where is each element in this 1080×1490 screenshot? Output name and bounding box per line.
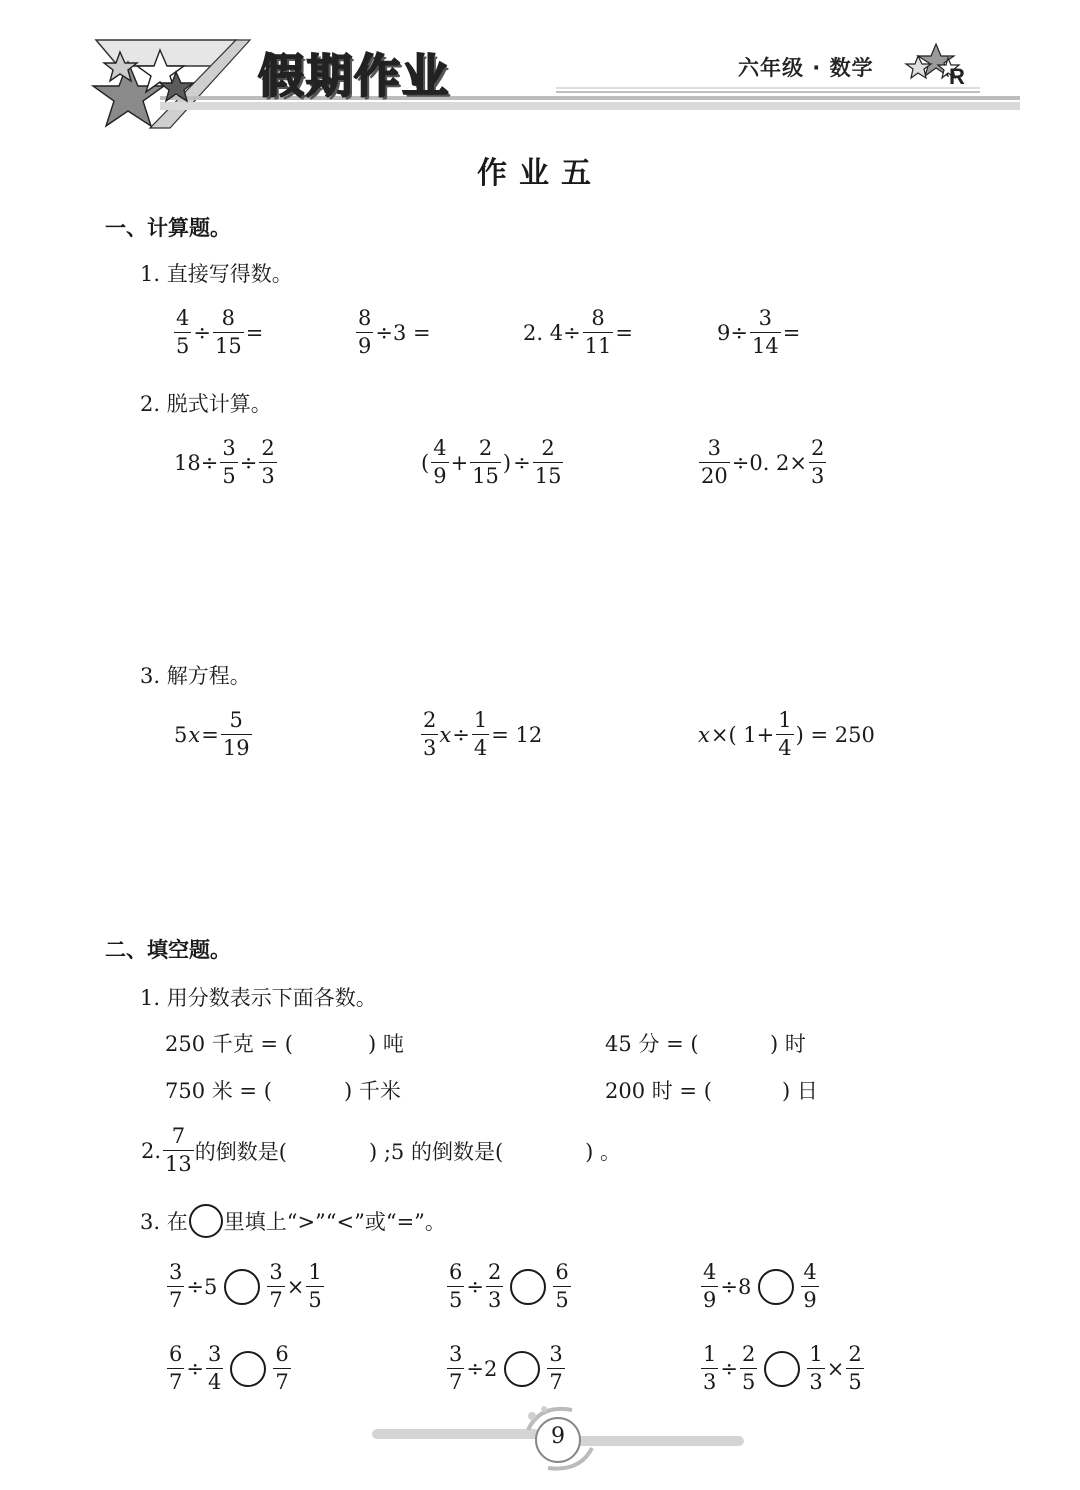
numerator: 1 (473, 708, 488, 732)
variable: x (439, 722, 452, 747)
denominator: 7 (169, 1288, 183, 1312)
variable: x (698, 722, 710, 747)
section-1-title: 一、计算题。 (105, 216, 231, 240)
header-title: 假期作业 (258, 49, 450, 103)
numerator: 5 (229, 708, 243, 732)
numerator: 1 (778, 708, 792, 732)
denominator: 9 (433, 464, 447, 488)
operator: + (450, 450, 469, 475)
denominator: 7 (269, 1288, 283, 1312)
compare-circle[interactable] (758, 1269, 794, 1305)
numerator: 6 (555, 1260, 569, 1284)
numerator: 4 (703, 1260, 717, 1284)
expr-prefix: 18÷ (174, 450, 219, 475)
numerator: 8 (591, 306, 605, 330)
page-header (0, 0, 1080, 135)
paren: ) (502, 450, 512, 475)
operator: ÷ (193, 320, 211, 345)
expr-prefix: 9÷ (717, 320, 748, 345)
numerator: 4 (176, 306, 190, 330)
q2-1-row1-right-a: 45 分 = ( (605, 1032, 699, 1056)
operator: ×( 1+ (710, 722, 775, 747)
q1-3-expr-2 (420, 710, 543, 759)
page-title: 作业五 (477, 156, 603, 191)
numerator: 6 (449, 1260, 463, 1284)
expr-prefix: 2. 4÷ (523, 320, 581, 345)
compare-circle[interactable] (224, 1269, 260, 1305)
denominator: 3 (261, 464, 275, 488)
q2-1-row1-left-b: ) 吨 (368, 1032, 404, 1056)
denominator: 7 (169, 1370, 183, 1394)
q2-2-line (140, 1126, 621, 1175)
operator: ÷ (186, 1356, 204, 1381)
q2-3-suffix: 里填上“>”“<”或“=”。 (223, 1210, 446, 1234)
numerator: 3 (707, 436, 722, 460)
denominator: 5 (741, 1370, 756, 1394)
operator: ÷5 (186, 1274, 218, 1299)
numerator: 3 (222, 436, 236, 460)
denominator: 3 (703, 1370, 717, 1394)
denominator: 9 (803, 1288, 817, 1312)
denominator: 5 (555, 1288, 569, 1312)
q2-3-label (140, 1204, 446, 1238)
numerator: 3 (207, 1342, 222, 1366)
denominator: 11 (584, 334, 612, 358)
denominator: 5 (222, 464, 236, 488)
numerator: 2 (848, 1342, 862, 1366)
numerator: 7 (171, 1124, 186, 1148)
denominator: 3 (811, 464, 825, 488)
numerator: 4 (433, 436, 447, 460)
equals: = (201, 722, 219, 747)
q2-1-row2-left-a: 750 米 = ( (165, 1079, 272, 1103)
denominator: 4 (207, 1370, 222, 1394)
numerator: 3 (549, 1342, 563, 1366)
numerator: 4 (803, 1260, 817, 1284)
operator: ÷2 (466, 1356, 498, 1381)
denominator: 9 (703, 1288, 717, 1312)
operator: ÷ (513, 450, 531, 475)
operator: ÷ (239, 450, 258, 475)
denominator: 9 (358, 334, 372, 358)
compare-item-2 (446, 1262, 572, 1311)
numerator: 2 (487, 1260, 502, 1284)
q1-2-expr-1 (173, 438, 278, 487)
denominator: 15 (534, 464, 562, 488)
q2-1-row2-right-a: 200 时 = ( (605, 1079, 712, 1103)
q1-1-expr-1 (173, 308, 264, 357)
header-grade-subject: 六年级 · 数学 (738, 56, 874, 80)
compare-item-6 (700, 1344, 865, 1393)
numerator: 8 (358, 306, 372, 330)
compare-item-3 (700, 1262, 820, 1311)
q2-1-row1-left-a: 250 千克 = ( (165, 1032, 293, 1056)
q1-1-expr-4 (716, 308, 801, 357)
paren: ( (421, 450, 430, 475)
q2-2-text-2: ) ;5 的倒数是( (368, 1139, 504, 1164)
equals-rest: = 12 (491, 722, 543, 747)
equals-rest: ) = 250 (795, 722, 875, 747)
q1-2-label: 2. 脱式计算。 (140, 392, 272, 416)
compare-circle[interactable] (510, 1269, 546, 1305)
numerator: 3 (169, 1260, 183, 1284)
compare-circle[interactable] (764, 1351, 800, 1387)
page-number: 9 (551, 1424, 565, 1449)
compare-circle[interactable] (230, 1351, 266, 1387)
compare-item-4 (166, 1344, 292, 1393)
question-number: 2. (141, 1138, 162, 1163)
q2-2-text-3: ) 。 (585, 1139, 622, 1164)
numerator: 1 (809, 1342, 823, 1366)
denominator: 4 (778, 736, 792, 760)
section-2-title: 二、填空题。 (105, 938, 231, 962)
compare-circle[interactable] (504, 1351, 540, 1387)
q2-1-row2-right-b: ) 日 (782, 1079, 818, 1103)
denominator: 3 (423, 736, 437, 760)
numerator: 1 (703, 1342, 717, 1366)
operator: × (286, 1274, 305, 1299)
equals: = (782, 320, 801, 345)
denominator: 7 (549, 1370, 563, 1394)
compare-item-1 (166, 1262, 325, 1311)
numerator: 3 (269, 1260, 283, 1284)
operator: ÷ (452, 722, 470, 747)
numerator: 6 (169, 1342, 183, 1366)
denominator: 5 (449, 1288, 463, 1312)
numerator: 2 (811, 436, 825, 460)
q2-2-text-1: 的倒数是( (194, 1139, 287, 1164)
denominator: 13 (165, 1152, 192, 1176)
q2-3-prefix: 3. 在 (140, 1210, 188, 1234)
denominator: 14 (751, 334, 779, 358)
q1-1-expr-2 (355, 308, 432, 357)
denominator: 5 (308, 1288, 322, 1312)
q2-1-row1-right-b: ) 时 (770, 1032, 806, 1056)
denominator: 15 (214, 334, 242, 358)
numerator: 8 (221, 306, 236, 330)
numerator: 6 (275, 1342, 289, 1366)
numerator: 2 (741, 1342, 756, 1366)
numerator: 3 (758, 306, 773, 330)
q1-3-label: 3. 解方程。 (140, 664, 251, 688)
q1-2-expr-2 (420, 438, 564, 487)
compare-item-5 (446, 1344, 566, 1393)
denominator: 7 (449, 1370, 463, 1394)
q1-3-expr-1 (173, 710, 253, 759)
coefficient: 5 (174, 722, 188, 747)
equals: = (245, 320, 264, 345)
operator: ÷0. 2× (731, 450, 807, 475)
numerator: 2 (423, 708, 437, 732)
q1-2-expr-3 (698, 438, 827, 487)
q1-1-label: 1. 直接写得数。 (140, 262, 293, 286)
denominator: 7 (275, 1370, 289, 1394)
operator: ÷ (720, 1356, 738, 1381)
numerator: 1 (308, 1260, 322, 1284)
variable: x (188, 722, 201, 747)
denominator: 5 (848, 1370, 862, 1394)
numerator: 2 (478, 436, 493, 460)
numerator: 2 (261, 436, 275, 460)
operator: ÷ (466, 1274, 484, 1299)
header-banner-graphic (0, 0, 1080, 135)
q2-1-label: 1. 用分数表示下面各数。 (140, 986, 377, 1010)
denominator: 3 (487, 1288, 502, 1312)
q2-1-row2-left-b: ) 千米 (344, 1079, 401, 1103)
denominator: 19 (222, 736, 250, 760)
operator: ÷8 (720, 1274, 752, 1299)
equals: = (615, 320, 634, 345)
denominator: 4 (473, 736, 488, 760)
q1-1-expr-3 (522, 308, 634, 357)
numerator: 3 (449, 1342, 463, 1366)
header-badge: R (949, 64, 965, 89)
denominator: 20 (701, 464, 728, 488)
numerator: 2 (541, 436, 555, 460)
denominator: 5 (176, 334, 190, 358)
denominator: 15 (472, 464, 499, 488)
q1-3-expr-3 (698, 710, 876, 759)
denominator: 3 (809, 1370, 823, 1394)
circle-icon (189, 1204, 223, 1238)
operator-rest: ÷3 = (375, 320, 431, 345)
operator: × (826, 1356, 845, 1381)
